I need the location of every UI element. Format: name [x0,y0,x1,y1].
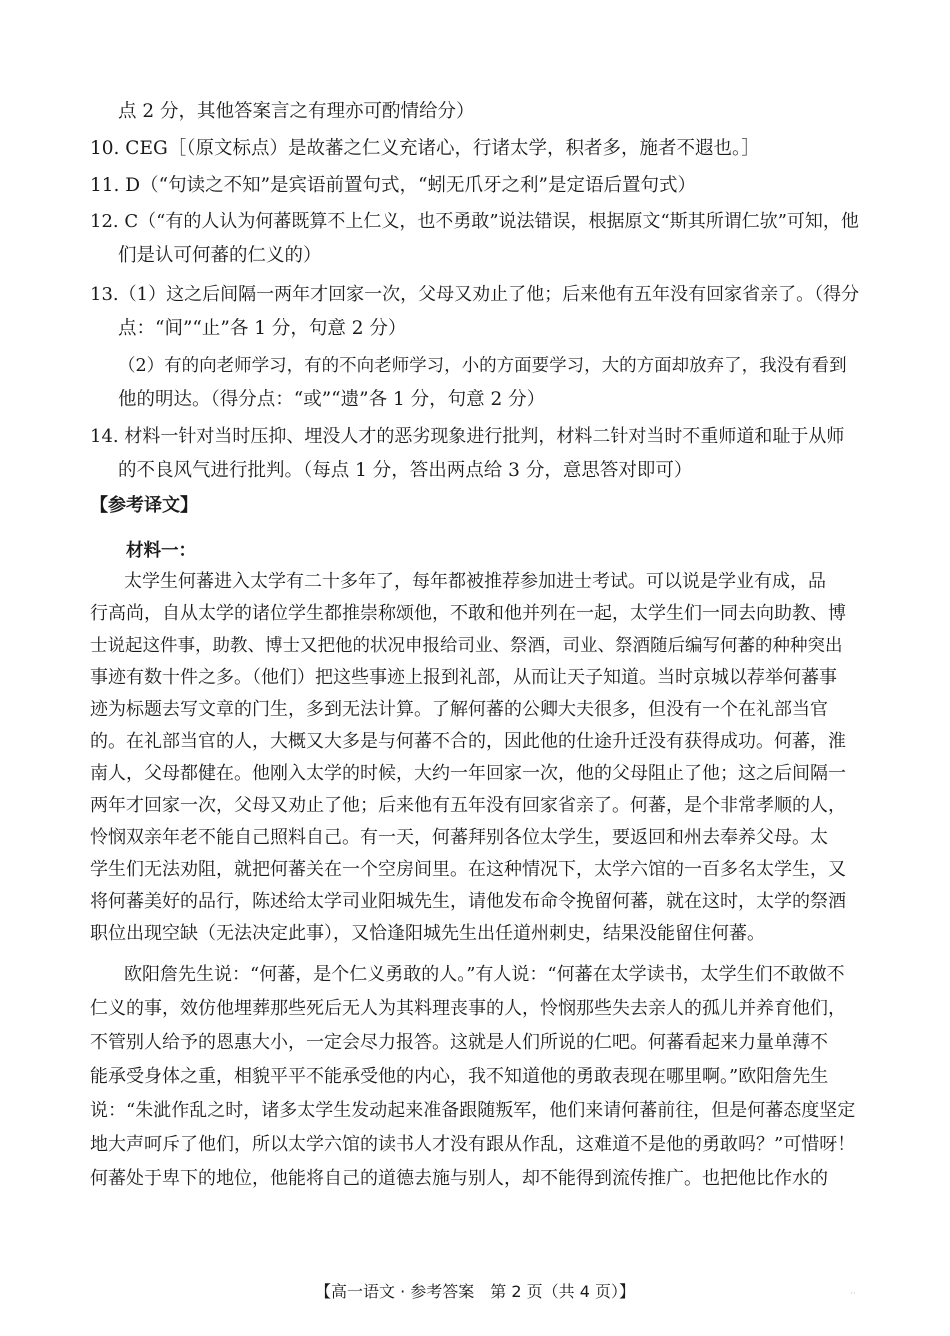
answer-q13-1-line1: 13.（1）这之后间隔一两年才回家一次，父母又劝止了他；后来他有五年没有回家省亲了。（得分 [90,284,860,305]
page-footer: 【高一语文 · 参考答案 第 2 页（共 4 页）】 [315,1282,635,1301]
answer-q14-line1: 14. 材料一针对当时压抑、埋没人才的恶劣现象进行批判，材料二针对当时不重师道和耻于从师 [90,426,845,447]
answer-q12-line1: 12. C（“有的人认为何蕃既算不上仁义，也不勇敢”说法错误，根据原文“斯其所谓仁欤”可知，他 [90,211,859,232]
translation-line: 仁义的事，效仿他埋葬那些死后无人为其料理丧事的人，怜悯那些失去亲人的孤儿并养育他们， [90,998,846,1019]
translation-line: 说：“朱泚作乱之时，诸多太学生发动起来准备跟随叛军，他们来请何蕃前往，但是何蕃态度坚定 [90,1100,856,1121]
translation-line: 地大声呵斥了他们，所以太学六馆的读书人才没有跟从作乱，这难道不是他的勇敢吗？”可惜呀！ [90,1134,856,1155]
translation-line: 太学生何蕃进入太学有二十多年了，每年都被推荐参加进士考试。可以说是学业有成，品 [124,571,826,592]
answer-q11: 11. D（“句读之不知”是宾语前置句式，“蚓无爪牙之利”是定语后置句式） [90,175,696,196]
answer-line-q9-continuation: 点 2 分，其他答案言之有理亦可酌情给分） [118,101,475,122]
answer-q13-2-line1: （2）有的向老师学习，有的不向老师学习，小的方面要学习，大的方面却放弃了，我没有看到 [118,356,847,376]
translation-line: 何蕃处于卑下的地位，他能将自己的道德去施与别人，却不能得到流传推广。也把他比作水的 [90,1168,828,1189]
translation-line: 的。在礼部当官的人，大概又大多是与何蕃不合的，因此他的仕途升迁没有获得成功。何蕃，淮 [90,731,846,752]
translation-heading: 【参考译文】 [90,495,198,516]
answer-q12-line2: 们是认可何蕃的仁义的） [118,245,322,266]
translation-line: 事迹有数十件之多。（他们）把这些事迹上报到礼部，从而让天子知道。当时京城以荐举何蕃事 [90,667,837,688]
corner-mark: ·· [850,1289,856,1299]
translation-line: 士说起这件事，助教、博士又把他的状况申报给司业、祭酒，司业、祭酒随后编写何蕃的种种突出 [90,636,843,656]
answer-q10: 10. CEG［（原文标点）是故蕃之仁义充诸心，行诸太学，积者多，施者不遐也。］ [90,138,760,159]
translation-line: 能承受身体之重，相貌平平不能承受他的内心，我不知道他的勇敢表现在哪里啊。”欧阳詹先生 [90,1066,829,1087]
translation-line: 学生们无法劝阻，就把何蕃关在一个空房间里。在这种情况下，太学六馆的一百多名太学生，又 [90,859,846,880]
translation-line: 行高尚，自从太学的诸位学生都推崇称颂他，不敢和他并列在一起，太学生们一同去向助教、博 [90,603,846,624]
answer-q14-line2: 的不良风气进行批判。（每点 1 分，答出两点给 3 分，意思答对即可） [118,460,693,481]
translation-line: 将何蕃美好的品行，陈述给太学司业阳城先生，请他发布命令挽留何蕃，就在这时，太学的祭酒 [90,891,846,912]
translation-line: 怜悯双亲年老不能自己照料自己。有一天，何蕃拜别各位太学生，要返回和州去奉养父母。太 [90,827,828,848]
translation-line: 欧阳詹先生说：“何蕃，是个仁义勇敢的人。”有人说：“何蕃在太学读书，太学生们不敢做不 [124,964,845,985]
translation-line: 两年才回家一次，父母又劝止了他；后来他有五年没有回家省亲了。何蕃，是个非常孝顺的人， [90,795,846,816]
answer-q13-1-line2: 点：“间”“止”各 1 分，句意 2 分） [118,318,407,339]
answer-q13-2-line2: 他的明达。（得分点：“或”“遗”各 1 分，句意 2 分） [118,389,546,410]
translation-line: 南人，父母都健在。他刚入太学的时候，大约一年回家一次，他的父母阻止了他；这之后间隔一 [90,763,846,784]
material-one-label: 材料一： [126,541,196,561]
translation-line: 迹为标题去写文章的门生，多到无法计算。了解何蕃的公卿大夫很多，但没有一个在礼部当官 [90,699,828,720]
translation-line: 职位出现空缺（无法决定此事），又恰逢阳城先生出任道州刺史，结果没能留住何蕃。 [90,923,765,944]
translation-line: 不管别人给予的恩惠大小，一定会尽力报答。这就是人们所说的仁吧。何蕃看起来力量单薄不 [90,1032,828,1053]
